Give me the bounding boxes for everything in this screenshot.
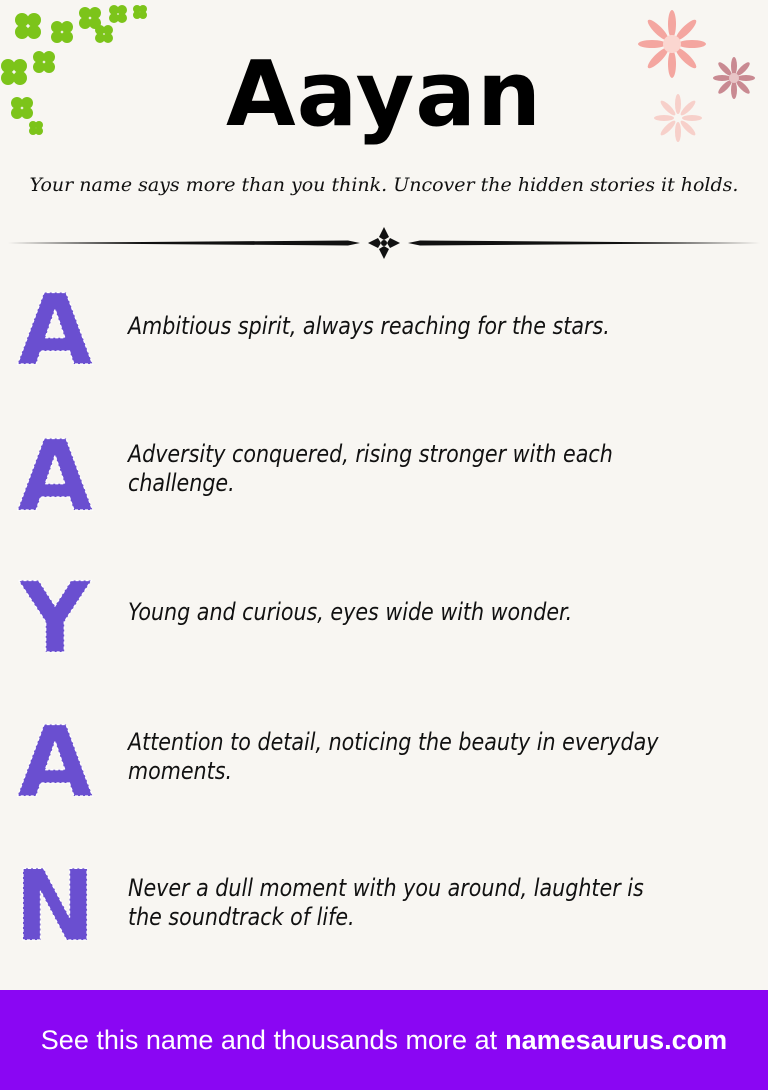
list-item <box>0 722 768 812</box>
footer-site-link[interactable]: namesaurus.com <box>505 1024 728 1055</box>
letter-y-icon <box>14 578 96 656</box>
letter-a-icon <box>14 436 96 514</box>
svg-text:A: A <box>17 290 93 368</box>
svg-text:N: N <box>14 866 96 944</box>
list-item <box>0 290 768 380</box>
entry-text: Young and curious, eyes wide with wonder. <box>128 598 573 626</box>
footer-banner <box>0 990 768 1090</box>
svg-text:Y: Y <box>19 578 91 656</box>
letter-a-icon <box>14 290 96 368</box>
footer-text: See this name and thousands more at <box>40 1024 498 1055</box>
svg-text:A: A <box>17 722 93 800</box>
list-item <box>0 436 768 526</box>
tagline: Your name says more than you think. Uncover the hidden stories it holds. <box>29 174 739 196</box>
page-title: Aayan <box>225 42 543 147</box>
list-item <box>0 578 768 668</box>
list-item <box>0 866 768 956</box>
entry-text: Ambitious spirit, always reaching for the stars. <box>128 312 610 340</box>
entry-text: Never a dull moment with you around, laughter is the soundtrack of life. <box>128 874 644 931</box>
ornament-divider <box>8 226 760 260</box>
entry-text: Adversity conquered, rising stronger with each challenge. <box>128 440 613 497</box>
letter-n-icon <box>14 866 96 944</box>
ornament-cross-icon <box>368 227 400 259</box>
letter-a-icon <box>14 722 96 800</box>
svg-text:A: A <box>17 436 93 514</box>
entry-text: Attention to detail, noticing the beauty in everyday moments. <box>128 728 659 785</box>
